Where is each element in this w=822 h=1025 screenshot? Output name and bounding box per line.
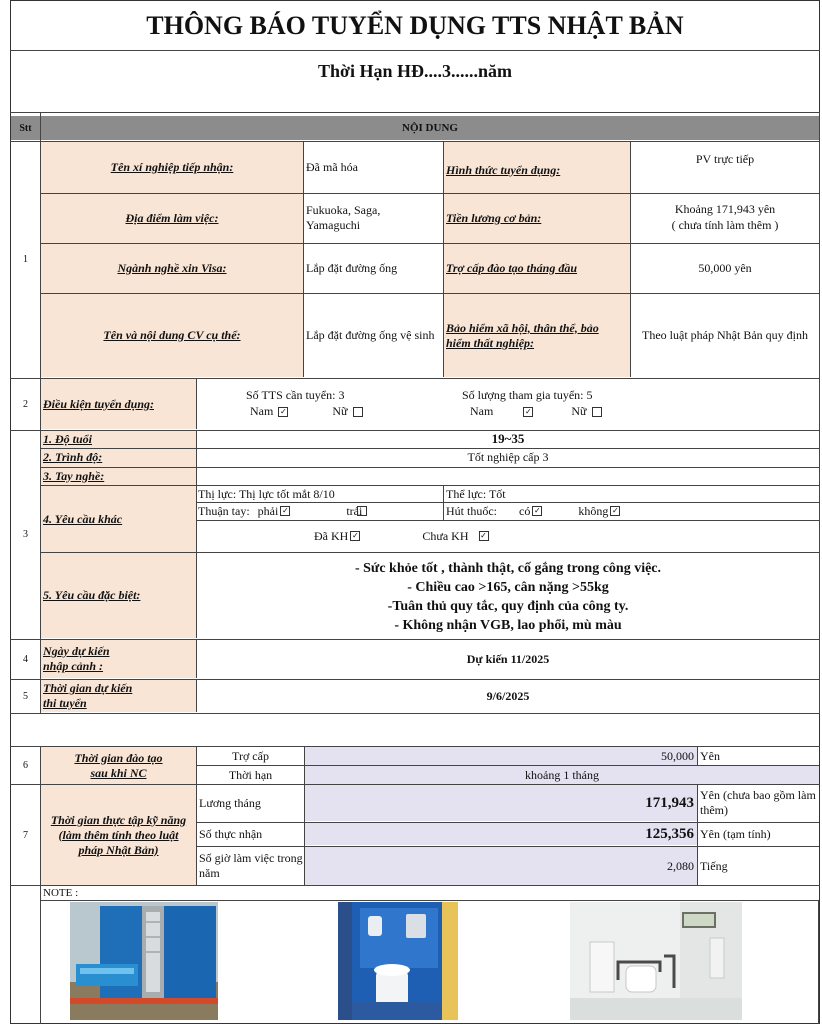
exam-date-label: Thời gian dự kiến thi tuyển xyxy=(41,680,196,712)
hand-right-label: phải xyxy=(257,503,279,518)
special-requirements-label: 5. Yêu cầu đặc biệt: xyxy=(43,588,141,602)
net-salary-unit: Yên (tạm tính) xyxy=(700,826,771,841)
header-stt: Stt xyxy=(11,116,40,140)
married-label: Đã KH xyxy=(314,528,349,543)
education-label: 2. Trình độ: xyxy=(43,450,103,464)
need-male-label: Nam xyxy=(250,404,274,418)
internship-label: Thời gian thực tập kỹ năng (làm thêm tính theo luật pháp Nhật Bản) xyxy=(41,785,196,885)
recruit-condition-label: Điều kiện tuyển dụng: xyxy=(41,379,196,429)
training-period-value: khoảng 1 tháng xyxy=(305,766,819,784)
contract-period: Thời Hạn HĐ....3......năm xyxy=(317,60,512,81)
portable-toilet-photo xyxy=(338,902,458,1020)
special-line-1: - Sức khỏe tốt , thành thật, cố gắng trong công việc. xyxy=(354,561,662,576)
location-label: Địa điểm làm việc: xyxy=(125,210,219,225)
join-count: Số lượng tham gia tuyển: 5 xyxy=(462,388,593,402)
eyesight-text: Thị lực: Thị lực tốt mắt 8/10 xyxy=(198,486,335,501)
row2-number: 2 xyxy=(23,398,28,410)
row7-number: 7 xyxy=(23,829,28,841)
toilet-booth-photo xyxy=(70,902,218,1020)
training-allowance-label: Trợ cấp xyxy=(232,748,269,763)
need-male-checkbox[interactable]: ✓ xyxy=(279,407,287,417)
row6-number: 6 xyxy=(23,760,28,771)
recruit-form-value: PV trực tiếp xyxy=(695,152,755,166)
company-value: Đã mã hóa xyxy=(306,159,358,174)
join-male-label: Nam xyxy=(470,404,494,418)
salary-value-2: ( chưa tính làm thêm ) xyxy=(671,218,779,232)
visa-value: Lắp đặt đường ống xyxy=(306,260,398,275)
location-value: Fukuoka, Saga, Yamaguchi xyxy=(306,203,381,232)
smoking-row xyxy=(446,503,818,519)
net-salary-label: Số thực nhận xyxy=(199,826,263,841)
monthly-salary-label: Lương tháng xyxy=(199,795,261,810)
hand-right-checkbox[interactable]: ✓ xyxy=(281,506,289,515)
hand-left-label: trái xyxy=(346,503,363,518)
salary-value-1: Khoảng 171,943 yên xyxy=(674,202,776,216)
special-line-3: -Tuân thủ quy tắc, quy định của công ty. xyxy=(387,599,629,614)
special-line-4: - Không nhận VGB, lao phổi, mù màu xyxy=(394,618,622,633)
join-female-checkbox[interactable] xyxy=(592,407,602,417)
training-allowance-value: 50,000 xyxy=(305,747,697,765)
need-female-label: Nữ xyxy=(332,404,348,418)
insurance-label: Bảo hiểm xã hội, thân thể, bảo hiểm thất nghiệp: xyxy=(446,320,599,350)
skill-label: 3. Tay nghề: xyxy=(43,468,105,483)
annual-hours-unit: Tiếng xyxy=(700,858,728,873)
other-requirements-label: 4. Yêu cầu khác xyxy=(43,511,123,526)
need-gender xyxy=(250,404,440,418)
training-label: Thời gian đào tạo sau khi NC xyxy=(41,747,196,784)
join-male-checkbox[interactable]: ✓ xyxy=(524,407,532,417)
visa-label: Ngành nghề xin Visa: xyxy=(117,260,227,275)
row4-number: 4 xyxy=(23,653,28,665)
annual-hours-label: Số giờ làm việc trong năm xyxy=(199,851,303,880)
marital-row xyxy=(314,528,614,544)
age-value: 19~35 xyxy=(491,431,525,446)
monthly-salary-unit: Yên (chưa bao gồm làm thêm) xyxy=(700,788,816,817)
education-value: Tốt nghiệp cấp 3 xyxy=(467,450,549,464)
insurance-value: Theo luật pháp Nhật Bản quy định xyxy=(642,328,808,342)
age-label: 1. Độ tuổi xyxy=(43,431,93,446)
married-checkbox[interactable]: ✓ xyxy=(351,531,359,540)
job-label: Tên và nội dung CV cụ thể: xyxy=(103,328,241,342)
page-title: THÔNG BÁO TUYỂN DỤNG TTS NHẬT BẢN xyxy=(146,11,684,40)
company-label: Tên xí nghiệp tiếp nhận: xyxy=(110,159,234,174)
allowance-value: 50,000 yên xyxy=(698,260,752,275)
handedness-label: Thuận tay: xyxy=(198,503,250,518)
smoke-no-checkbox[interactable]: ✓ xyxy=(611,506,619,515)
monthly-salary-value: 171,943 xyxy=(305,785,697,821)
annual-hours-value: 2,080 xyxy=(305,847,697,885)
join-female-label: Nữ xyxy=(571,404,587,418)
need-female-checkbox[interactable] xyxy=(353,407,363,417)
single-checkbox[interactable]: ✓ xyxy=(480,531,487,540)
training-allowance-unit: Yên xyxy=(700,748,720,763)
row3-number: 3 xyxy=(23,529,28,540)
row5-number: 5 xyxy=(23,690,28,702)
smoking-label: Hút thuốc: xyxy=(446,503,497,518)
need-count: Số TTS cần tuyển: 3 xyxy=(246,388,345,402)
row1-number: 1 xyxy=(23,254,28,265)
smoke-yes-checkbox[interactable]: ✓ xyxy=(533,506,541,515)
training-period-label: Thời hạn xyxy=(228,767,273,782)
hand-left-checkbox[interactable] xyxy=(357,506,367,516)
net-salary-value: 125,356 xyxy=(305,823,697,845)
fitness-text: Thể lực: Tốt xyxy=(446,486,506,501)
special-line-2: - Chiều cao >165, cân nặng >55kg xyxy=(407,580,609,595)
arrival-label: Ngày dự kiến nhập cảnh : xyxy=(41,640,196,678)
recruit-form-label: Hình thức tuyển dụng: xyxy=(446,162,561,177)
join-gender xyxy=(470,404,670,418)
salary-label: Tiền lương cơ bản: xyxy=(446,210,542,225)
note-label: NOTE : xyxy=(43,886,79,899)
header-content: NỘI DUNG xyxy=(41,116,819,140)
exam-date-value: 9/6/2025 xyxy=(486,688,530,703)
single-label: Chưa KH xyxy=(422,528,469,543)
smoke-no-label: không xyxy=(578,503,609,518)
arrival-value: Dự kiến 11/2025 xyxy=(466,651,550,666)
accessible-restroom-photo xyxy=(570,902,742,1020)
smoke-yes-label: có xyxy=(519,503,531,518)
allowance-label: Trợ cấp đào tạo tháng đầu xyxy=(446,260,578,275)
job-value: Lắp đặt đường ống vệ sinh xyxy=(306,328,435,342)
handedness-row xyxy=(198,503,442,519)
